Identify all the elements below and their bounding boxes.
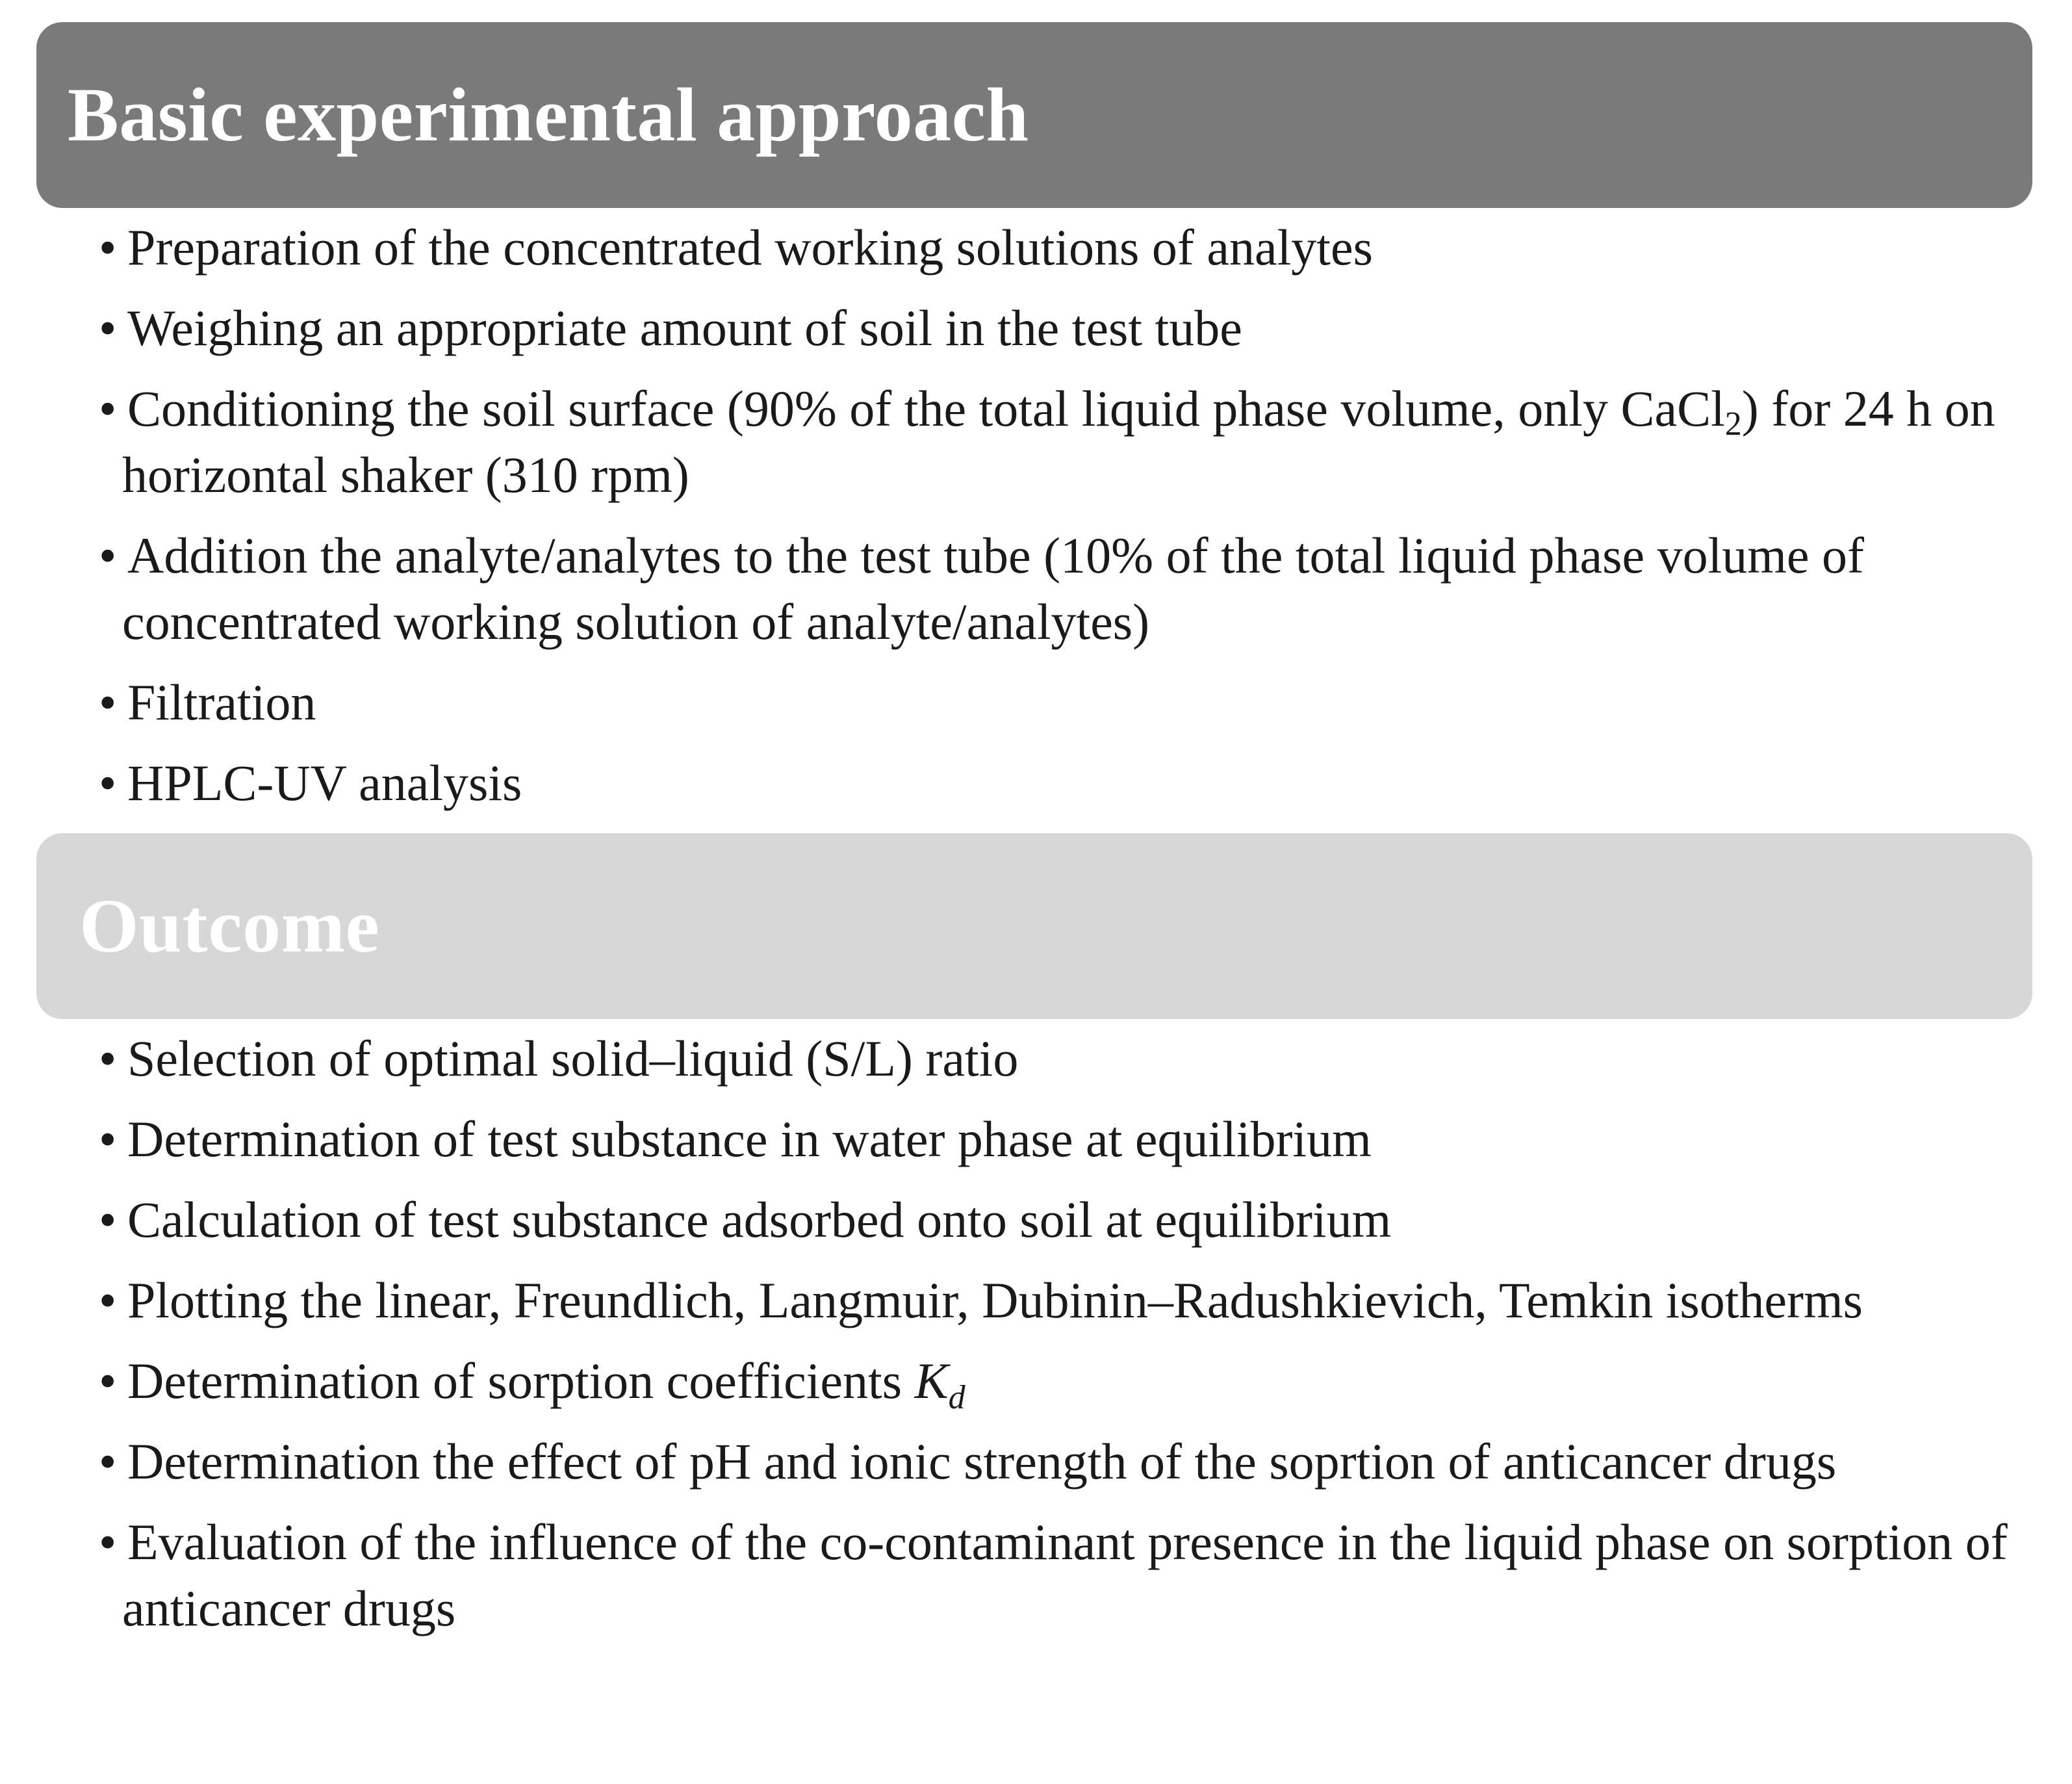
bullet-icon: • (99, 755, 117, 811)
bullet-icon: • (99, 1272, 117, 1328)
bullet-icon: • (99, 1352, 117, 1409)
bullet-icon: • (99, 1030, 117, 1087)
outcome-header (36, 833, 2032, 1019)
bullet-icon: • (99, 1514, 117, 1570)
bullet-icon: • (99, 380, 117, 437)
list-item: • Evaluation of the influence of the co-contaminant presence in the liquid phase on sorption of anticancer drugs (99, 1509, 2022, 1642)
list-item: • HPLC-UV analysis (99, 750, 2022, 816)
bullet-icon: • (99, 219, 117, 276)
list-item: • Addition the analyte/analytes to the test tube (10% of the total liquid phase volume of concentrated working solution of analyte/analytes) (99, 523, 2022, 655)
bullet-icon: • (99, 1433, 117, 1490)
list-item: • Selection of optimal solid–liquid (S/L) ratio (99, 1026, 2022, 1092)
bullet-icon: • (99, 300, 117, 356)
list-item: • Conditioning the soil surface (90% of the total liquid phase volume, only CaCl$_2$) for 24 h on horizontal shaker (310 rpm) (99, 376, 2022, 508)
approach-title: Basic experimental approach (68, 72, 1029, 157)
list-item: • Weighing an appropriate amount of soil in the test tube (99, 295, 2022, 361)
outcome-list (99, 1026, 2022, 1656)
list-item: • Plotting the linear, Freundlich, Langmuir, Dubinin–Radushkievich, Temkin isotherms (99, 1267, 2022, 1334)
list-item: • Calculation of test substance adsorbed onto soil at equilibrium (99, 1187, 2022, 1253)
list-item: • Filtration (99, 669, 2022, 736)
bullet-icon: • (99, 527, 117, 584)
list-item: • Determination of test substance in water phase at equilibrium (99, 1106, 2022, 1172)
list-item: • Preparation of the concentrated working solutions of analytes (99, 214, 2022, 281)
list-item: • Determination of sorption coefficients $K_d$ (99, 1348, 2022, 1414)
kd-symbol: K (914, 1352, 949, 1409)
bullet-icon: • (99, 1191, 117, 1248)
bullet-icon: • (99, 1111, 117, 1167)
outcome-title: Outcome (79, 883, 380, 968)
list-item: • Determination the effect of pH and ionic strength of the soprtion of anticancer drugs (99, 1428, 2022, 1495)
approach-header (36, 22, 2032, 208)
bullet-icon: • (99, 674, 117, 730)
approach-list (99, 214, 2022, 831)
